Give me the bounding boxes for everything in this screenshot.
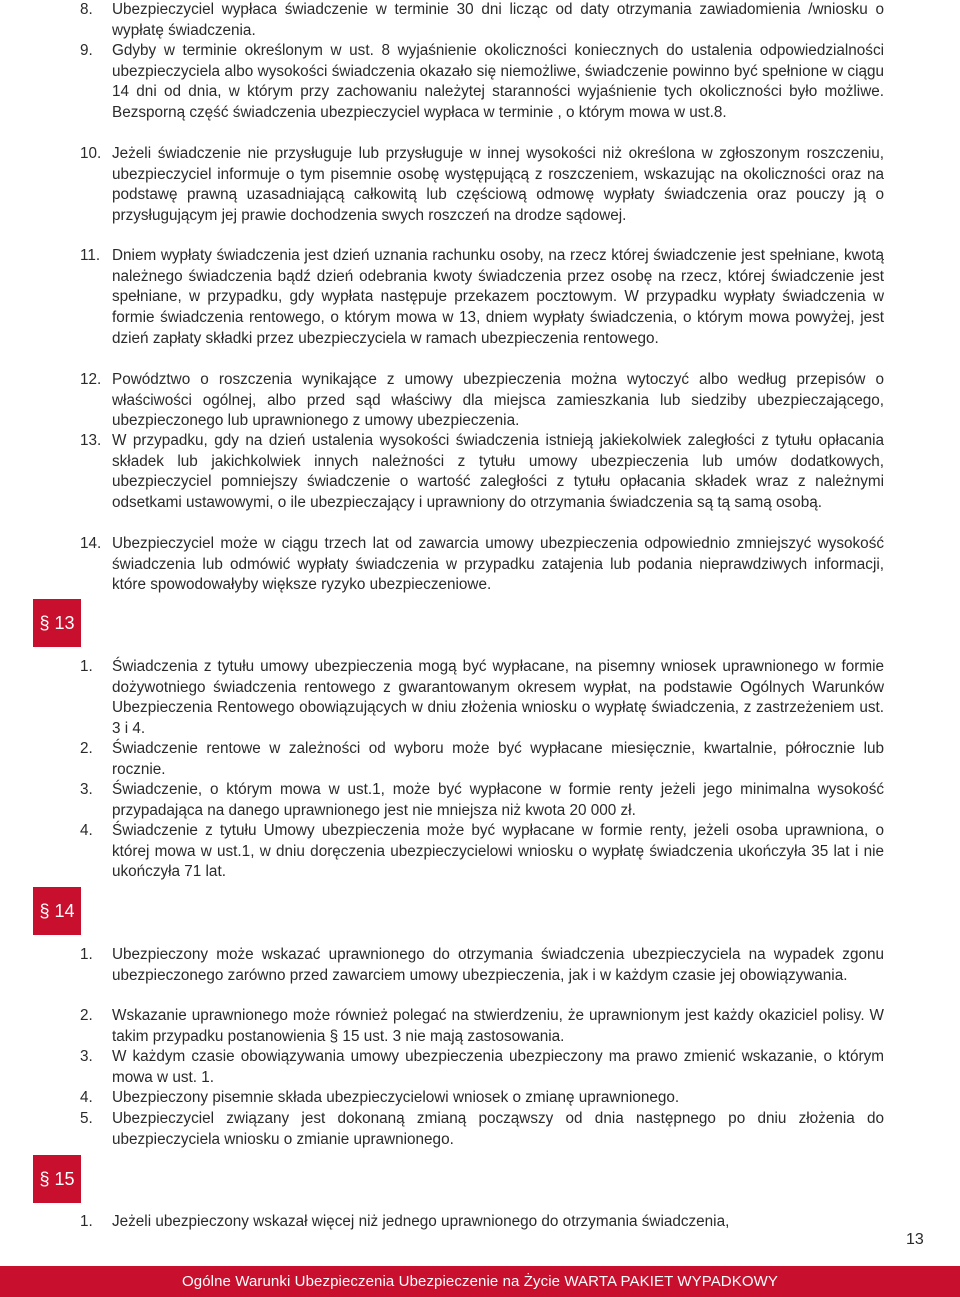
list-item: [80, 780, 884, 821]
item-number: 12.: [80, 371, 102, 388]
item-text: Wskazanie uprawnionego może również polegać na stwierdzeniu, że uprawnionym jest każdy okaziciel polisy. W takim przypadku postanowienia § 15 ust. 3 nie mają zastosowania.: [112, 1007, 884, 1045]
list-item: [80, 1212, 884, 1233]
section-badge: § 14: [33, 887, 81, 935]
list-item: [80, 246, 884, 350]
list-item: [80, 144, 884, 227]
item-text: Świadczenie z tytułu Umowy ubezpieczenia może być wypłacane w formie renty, jeżeli osoba uprawniona, o której mowa w ust.1, w dniu doręczenia ubezpieczycielowi wniosku o wypłatę świadczenia ukończyła 35 lat i nie ukończyła 71 lat.: [112, 822, 884, 881]
item-text: Gdyby w terminie określonym w ust. 8 wyjaśnienie okoliczności koniecznych do ustalenia odpowiedzialności ubezpieczyciela albo wysokości świadczenia okazało się niemożliwe, świadczenie powinno być spełnione w ciągu 14 dni od dnia, w którym przy zachowaniu należytej staranności wyjaśnienie tych okoliczności było możliwe. Bezsporną część świadczenia ubezpieczyciel wypłaca w terminie , o którym mowa w ust.8.: [112, 42, 884, 122]
item-text: Ubezpieczyciel związany jest dokonaną zmianą począwszy od dnia następnego po dniu złożenia do ubezpieczyciela wniosku o zmianie uprawnionego.: [112, 1110, 884, 1148]
item-number: 13.: [80, 432, 102, 449]
item-text: Dniem wypłaty świadczenia jest dzień uznania rachunku osoby, na rzecz której świadczenie jest spełniane, kwotą należnego świadczenia bądź dzień odebrania kwoty świadczenia przez osobę na rzecz, której świadczenie jest spełniane, w przypadku, gdy wypłata następuje przekazem pocztowym. W przypadku wypłaty świadczenia w formie świadczenia rentowego, o którym mowa w 13, dniem wypłaty świadczenia, o którym mowa powyżej, jest dzień zapłaty składki przez ubezpieczyciela w ramach ubezpieczenia rentowego.: [112, 247, 884, 347]
item-text: W każdym czasie obowiązywania umowy ubezpieczenia ubezpieczony ma prawo zmienić wskazanie, o którym mowa w ust. 1.: [112, 1048, 884, 1086]
list-item: [80, 945, 884, 986]
item-text: Ubezpieczyciel wypłaca świadczenie w terminie 30 dni licząc od daty otrzymania zawiadomienia /wniosku o wypłatę świadczenia.: [112, 1, 884, 39]
item-text: W przypadku, gdy na dzień ustalenia wysokości świadczenia istnieją jakiekolwiek zaległości z tytułu opłacania składek lub jakichkolwiek innych należności z tytułu umowy ubezpieczenia lub umów dodatkowych, ubezpieczyciel pomniejszy świadczenie o wartość zaległości z tytułu opłacania składek wraz z należnymi odsetkami ustawowymi, o ile ubezpieczający i uprawniony do otrzymania świadczenia są tą samą osobą.: [112, 432, 884, 512]
item-text: Powództwo o roszczenia wynikające z umowy ubezpieczenia można wytoczyć albo według przepisów o właściwości ogólnej, albo przed sąd właściwy dla miejsca zamieszkania lub siedziby ubezpieczającego, ubezpieczonego lub uprawnionego z umowy ubezpieczenia.: [112, 371, 884, 430]
list-item: [80, 1088, 884, 1109]
item-number: 3.: [80, 781, 93, 798]
section-badge: § 13: [33, 599, 81, 647]
item-text: Świadczenia z tytułu umowy ubezpieczenia mogą być wypłacane, na pisemny wniosek uprawnionego w formie dożywotniego świadczenia rentowego z gwarantowanym okresem wypłat, na podstawie Ogólnych Warunków Ubezpieczenia Rentowego obowiązujących w dniu złożenia wniosku o wypłatę świadczenia, z zastrzeżeniem ust. 3 i 4.: [112, 658, 884, 738]
item-number: 2.: [80, 740, 93, 757]
item-text: Świadczenie, o którym mowa w ust.1, może być wypłacone w formie renty jeżeli jego minimalna wysokość przypadająca na danego uprawnionego jest nie mniejsza niż kwota 20 000 zł.: [112, 781, 884, 819]
item-number: 1.: [80, 1213, 93, 1230]
item-number: 1.: [80, 946, 93, 963]
item-number: 14.: [80, 535, 102, 552]
item-text: Ubezpieczony może wskazać uprawnionego do otrzymania świadczenia ubezpieczyciela na wypadek zgonu ubezpieczonego zarówno przed zawarciem umowy ubezpieczenia, jak i w każdym czasie jej obowiązywania.: [112, 946, 884, 984]
list-item: [80, 1109, 884, 1150]
item-number: 10.: [80, 145, 102, 162]
item-text: Jeżeli świadczenie nie przysługuje lub przysługuje w innej wysokości niż określona w zgłoszonym roszczeniu, ubezpieczyciel informuje o tym pisemnie osobę występującą z roszczeniem, wskazując na okoliczności oraz na podstawę prawną uzasadniającą całkowitą lub częściową odmowę wypłaty świadczenia oraz pouczy ją o przysługującym jej prawie dochodzenia swych roszczeń na drodze sądowej.: [112, 145, 884, 225]
item-text: Jeżeli ubezpieczony wskazał więcej niż jednego uprawnionego do otrzymania świadczenia,: [112, 1213, 730, 1230]
item-number: 5.: [80, 1110, 93, 1127]
list-item: [80, 1006, 884, 1047]
list-item: [80, 0, 884, 41]
item-text: Ubezpieczyciel może w ciągu trzech lat od zawarcia umowy ubezpieczenia odpowiednio zmniejszyć wysokość świadczenia lub odmówić wypłaty świadczenia w przypadku zatajenia lub podania nieprawdziwych informacji, które spowodowałyby większe ryzyko ubezpieczeniowe.: [112, 535, 884, 594]
list-item: [80, 1047, 884, 1088]
list-item: [80, 431, 884, 514]
list-item: [80, 370, 884, 432]
footer-bar: [0, 1266, 960, 1297]
footer-title: Ogólne Warunki Ubezpieczenia Ubezpieczenie na Życie WARTA PAKIET WYPADKOWY: [182, 1273, 778, 1290]
list-item: [80, 534, 884, 596]
list-item: [80, 821, 884, 883]
list-item: [80, 739, 884, 780]
section-badge: § 15: [33, 1155, 81, 1203]
item-number: 4.: [80, 822, 93, 839]
item-number: 4.: [80, 1089, 93, 1106]
item-number: 2.: [80, 1007, 93, 1024]
list-item: [80, 657, 884, 740]
item-number: 8.: [80, 1, 93, 18]
item-text: Świadczenie rentowe w zależności od wyboru może być wypłacane miesięcznie, kwartalnie, półrocznie lub rocznie.: [112, 740, 884, 778]
item-number: 11.: [80, 247, 101, 264]
list-item: [80, 41, 884, 124]
item-text: Ubezpieczony pisemnie składa ubezpieczycielowi wniosek o zmianę uprawnionego.: [112, 1089, 680, 1106]
page-number: 13: [906, 1231, 924, 1248]
item-number: 1.: [80, 658, 93, 675]
item-number: 3.: [80, 1048, 93, 1065]
item-number: 9.: [80, 42, 93, 59]
